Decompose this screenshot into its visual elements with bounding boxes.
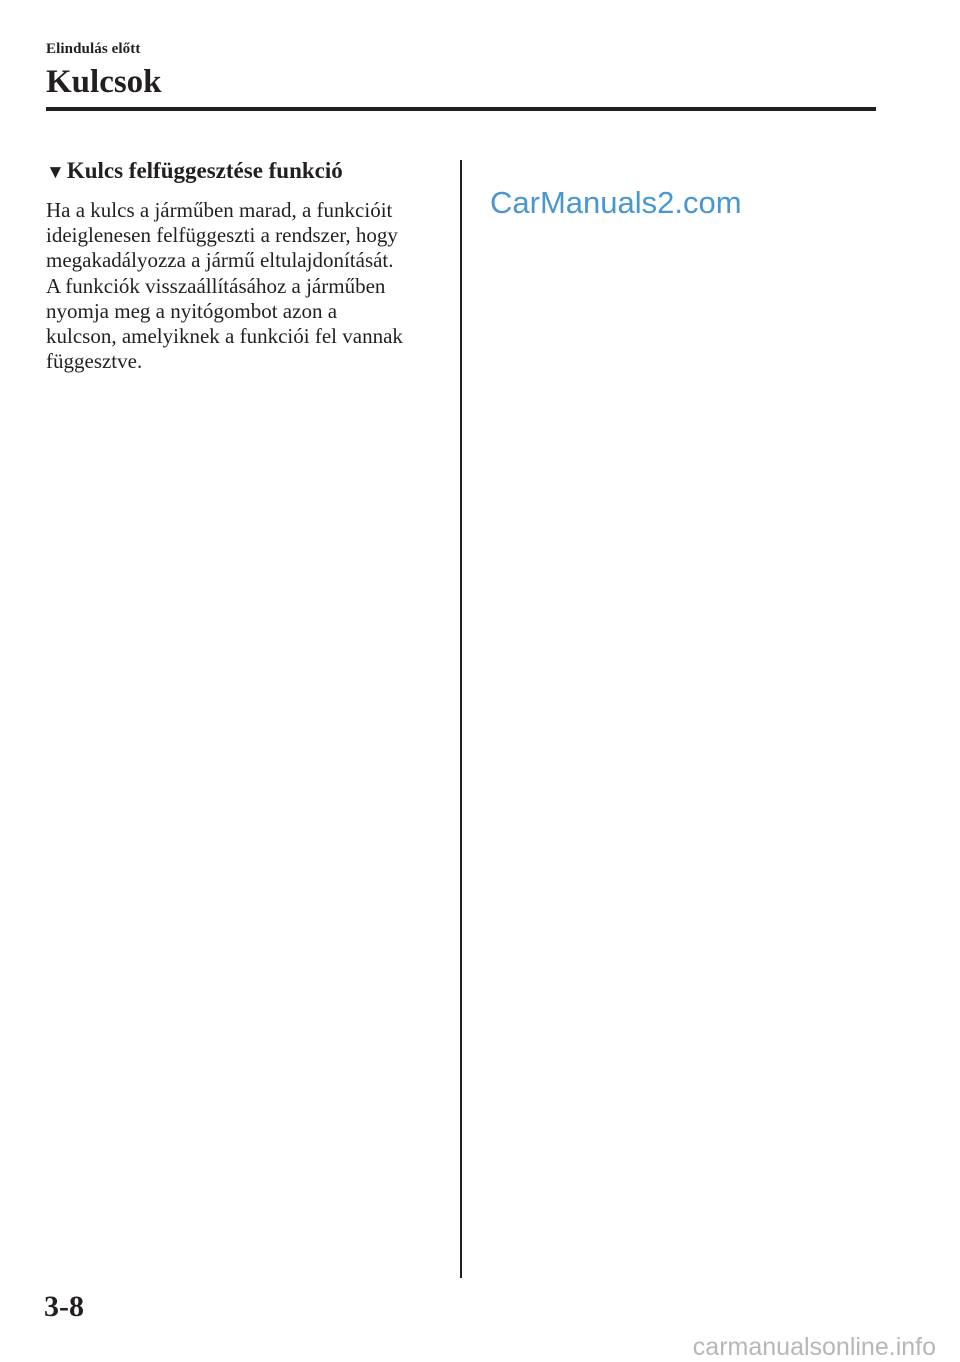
watermark-carmanuals2: CarManuals2.com bbox=[490, 185, 742, 220]
section-heading bbox=[46, 155, 343, 189]
section-heading-text: Kulcs felfüggesztése funkció bbox=[66, 158, 343, 183]
body-line: A funkciók visszaállításához a járműben bbox=[46, 273, 386, 298]
body-line: nyomja meg a nyitógombot azon a bbox=[46, 298, 338, 323]
body-line: Ha a kulcs a járműben marad, a funkcióit bbox=[46, 198, 393, 222]
section-body bbox=[46, 198, 446, 374]
body-line: függesztve. bbox=[46, 349, 143, 374]
triangle-down-icon: ▼ bbox=[46, 162, 65, 183]
body-line: megakadályozza a jármű eltulajdonítását. bbox=[46, 248, 394, 273]
breadcrumb: Elindulás előtt bbox=[46, 41, 141, 57]
page-number: 3-8 bbox=[44, 1290, 84, 1323]
column-divider bbox=[460, 160, 462, 1278]
page-title: Kulcsok bbox=[46, 64, 162, 100]
body-line: ideiglenesen felfüggeszti a rendszer, hogy bbox=[46, 223, 398, 248]
body-line: kulcson, amelyiknek a funkciói fel vannak bbox=[46, 324, 403, 349]
watermark-carmanualsonline: carmanualsonline.info bbox=[692, 1333, 936, 1361]
title-divider bbox=[46, 107, 876, 111]
